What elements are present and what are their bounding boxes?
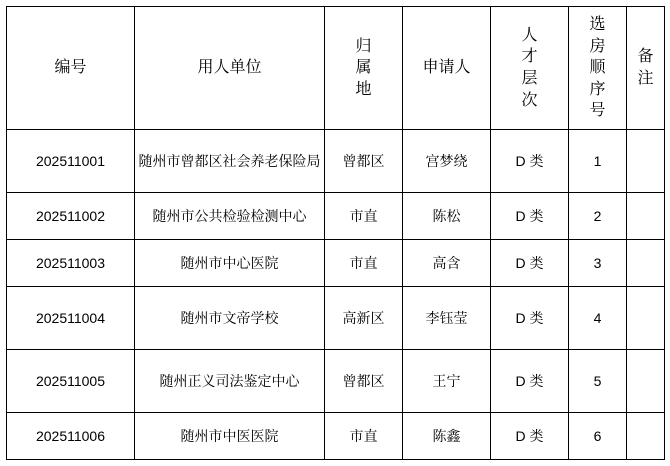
cell-area: 曾都区: [325, 350, 403, 413]
column-header-id-label: 编号: [54, 59, 87, 77]
cell-area: 市直: [325, 413, 403, 460]
cell-id: 202511006: [7, 413, 135, 460]
table-row: [7, 130, 665, 193]
cell-remark: [627, 130, 665, 193]
table-row: [7, 287, 665, 350]
cell-area: 市直: [325, 240, 403, 287]
column-header-remark: [627, 7, 665, 130]
column-header-order-label: 选房顺序号: [589, 16, 606, 120]
cell-area: 市直: [325, 193, 403, 240]
column-header-unit-label: 用人单位: [197, 59, 262, 77]
cell-applicant: 陈鑫: [403, 413, 491, 460]
cell-remark: [627, 240, 665, 287]
cell-area: 曾都区: [325, 130, 403, 193]
cell-applicant: 宫梦绕: [403, 130, 491, 193]
table-row: [7, 413, 665, 460]
table-row: [7, 240, 665, 287]
column-header-remark-label: 备注: [637, 48, 654, 87]
cell-unit: 随州市公共检验检测中心: [135, 193, 325, 240]
cell-level: D 类: [491, 130, 569, 193]
table-row: [7, 193, 665, 240]
cell-remark: [627, 287, 665, 350]
cell-applicant: 李钰莹: [403, 287, 491, 350]
cell-unit: 随州市文帝学校: [135, 287, 325, 350]
cell-applicant: 王宁: [403, 350, 491, 413]
cell-remark: [627, 413, 665, 460]
table-row: [7, 350, 665, 413]
cell-level: D 类: [491, 193, 569, 240]
cell-order: 6: [569, 413, 627, 460]
cell-level: D 类: [491, 350, 569, 413]
column-header-unit: [135, 7, 325, 130]
cell-id: 202511002: [7, 193, 135, 240]
cell-unit: 随州市中医医院: [135, 413, 325, 460]
column-header-order: [569, 7, 627, 130]
cell-unit: 随州正义司法鉴定中心: [135, 350, 325, 413]
table-header: [7, 7, 665, 130]
cell-level: D 类: [491, 287, 569, 350]
cell-unit: 随州市中心医院: [135, 240, 325, 287]
column-header-area: [325, 7, 403, 130]
column-header-level-label: 人才层次: [521, 26, 538, 109]
column-header-applicant: [403, 7, 491, 130]
cell-remark: [627, 350, 665, 413]
cell-level: D 类: [491, 413, 569, 460]
cell-id: 202511005: [7, 350, 135, 413]
column-header-level: [491, 7, 569, 130]
cell-id: 202511003: [7, 240, 135, 287]
cell-id: 202511004: [7, 287, 135, 350]
cell-order: 1: [569, 130, 627, 193]
cell-id: 202511001: [7, 130, 135, 193]
column-header-applicant-label: 申请人: [422, 59, 471, 77]
cell-applicant: 陈松: [403, 193, 491, 240]
column-header-area-label: 归属地: [355, 37, 372, 98]
cell-applicant: 高含: [403, 240, 491, 287]
cell-remark: [627, 193, 665, 240]
table-body: [7, 130, 665, 460]
cell-level: D 类: [491, 240, 569, 287]
cell-order: 3: [569, 240, 627, 287]
header-row: [7, 7, 665, 130]
cell-order: 2: [569, 193, 627, 240]
column-header-id: [7, 7, 135, 130]
cell-area: 高新区: [325, 287, 403, 350]
applicants-table: [6, 6, 665, 460]
cell-order: 4: [569, 287, 627, 350]
cell-order: 5: [569, 350, 627, 413]
cell-unit: 随州市曾都区社会养老保险局: [135, 130, 325, 193]
